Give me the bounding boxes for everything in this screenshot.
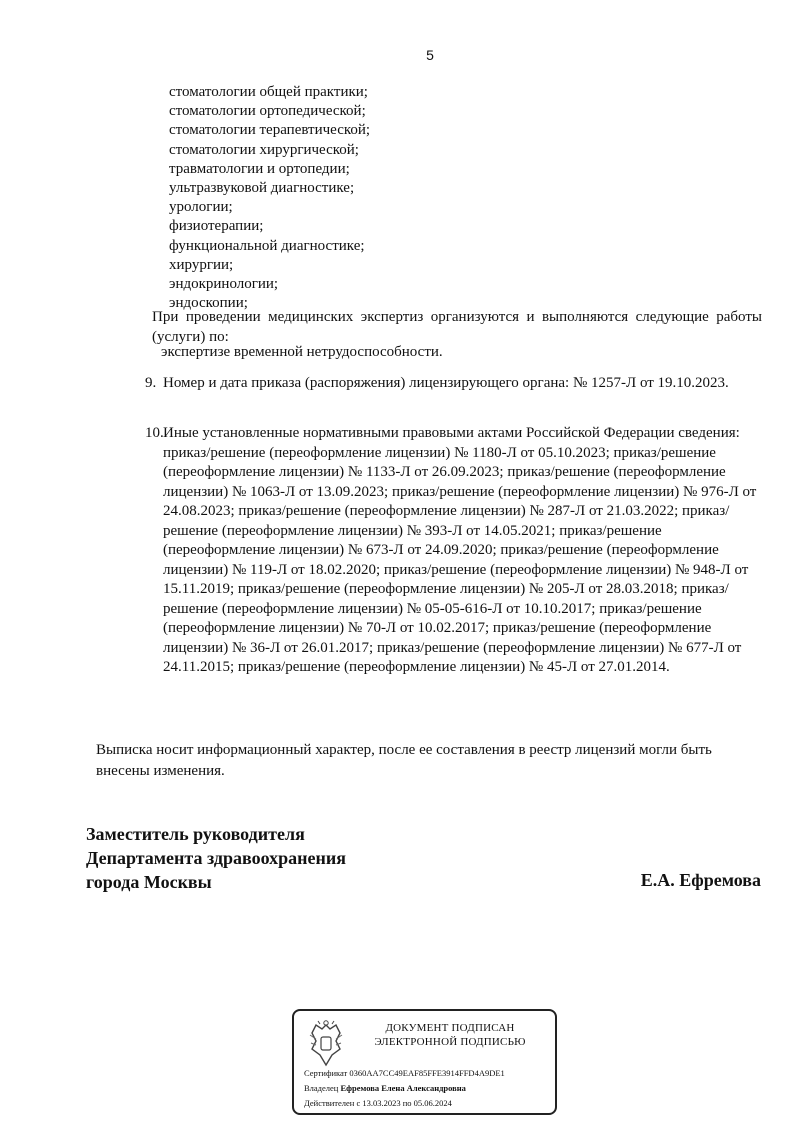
disclaimer: Выписка носит информационный характер, после ее составления в реестр лицензий могли быть внесены изменения. bbox=[96, 742, 712, 779]
list-item: травматологии и ортопедии; bbox=[169, 160, 350, 177]
list-item: стоматологии общей практики; bbox=[169, 84, 368, 100]
signer-title-line: города Москвы bbox=[86, 872, 212, 892]
certificate-value: 0360AA7CC49EAF85FFE3914FFD4A9DE1 bbox=[349, 1068, 505, 1078]
e-signature-stamp bbox=[292, 1009, 557, 1115]
certificate-line bbox=[304, 1068, 505, 1078]
list-item: ультразвуковой диагностике; bbox=[169, 179, 355, 196]
stamp-title-line: ДОКУМЕНТ ПОДПИСАН bbox=[385, 1022, 515, 1034]
list-item: стоматологии хирургической; bbox=[169, 141, 359, 158]
validity-line: Действителен с 13.03.2023 по 05.06.2024 bbox=[304, 1098, 452, 1108]
services-item: экспертизе временной нетрудоспособности. bbox=[161, 344, 443, 360]
stamp-title bbox=[360, 1021, 540, 1049]
page-number: 5 bbox=[426, 47, 434, 63]
list-item: урологии; bbox=[169, 199, 233, 216]
item-number: 9. bbox=[145, 375, 157, 391]
specialty-list bbox=[169, 83, 370, 313]
item-9 bbox=[145, 374, 763, 394]
owner-label: Владелец bbox=[304, 1083, 339, 1093]
stamp-title-line: ЭЛЕКТРОННОЙ ПОДПИСЬЮ bbox=[374, 1036, 526, 1048]
certificate-label: Сертификат bbox=[304, 1068, 348, 1078]
owner-value: Ефремова Елена Александровна bbox=[340, 1083, 466, 1093]
list-item: эндокринологии; bbox=[169, 275, 279, 292]
item-number: 10. bbox=[145, 425, 164, 441]
owner-line bbox=[304, 1083, 466, 1093]
coat-of-arms-icon bbox=[306, 1019, 346, 1071]
item-10 bbox=[145, 424, 763, 678]
list-item: физиотерапии; bbox=[169, 218, 264, 235]
list-item: эндоскопии; bbox=[169, 295, 248, 312]
list-item: функциональной диагностике; bbox=[169, 237, 365, 254]
list-item: стоматологии терапевтической; bbox=[169, 122, 371, 139]
list-item: хирургии; bbox=[169, 256, 234, 273]
signer-title-line: Заместитель руководителя bbox=[86, 824, 305, 844]
services-intro: При проведении медицинских экспертиз организуются и выполняются следующие работы (услуги) по: bbox=[152, 309, 762, 345]
signer-title-line: Департамента здравоохранения bbox=[86, 848, 347, 868]
item-text: Иные установленные нормативными правовыми актами Российской Федерации сведения: приказ/решение (переоформление лицензии) № 1180-Л от 05.10.2023; приказ/решение (переоформление лицензии) № 1133-Л от 26.09.2023; приказ/решение (переоформление лицензии) № 1063-Л от 13.09.2023; приказ/решение (переоформление лицензии) № 976-Л от 24.08.2023; приказ/решение (переоформление лицензии) № 287-Л от 21.03.2022; приказ/решение (переоформление лицензии) № 393-Л от 14.05.2021; приказ/решение (переоформление лицензии) № 673-Л от 24.09.2020; приказ/решение (переоформление лицензии) № 119-Л от 18.02.2020; приказ/решение (переоформление лицензии) № 948-Л от 15.11.2019; приказ/решение (переоформление лицензии) № 205-Л от 28.03.2018; приказ/решение (переоформление лицензии) № 05-05-616-Л от 10.10.2017; приказ/решение (переоформление лицензии) № 70-Л от 10.02.2017; приказ/решение (переоформление лицензии) № 36-Л от 26.01.2017; приказ/решение (переоформление лицензии) № 677-Л от 24.11.2015; приказ/решение (переоформление лицензии) № 45-Л от 27.01.2014. bbox=[163, 425, 757, 675]
signer-name: Е.А. Ефремова bbox=[640, 870, 761, 890]
list-item: стоматологии ортопедической; bbox=[169, 103, 366, 120]
signer-title bbox=[86, 822, 346, 894]
item-text: Номер и дата приказа (распоряжения) лицензирующего органа: № 1257-Л от 19.10.2023. bbox=[163, 375, 729, 391]
